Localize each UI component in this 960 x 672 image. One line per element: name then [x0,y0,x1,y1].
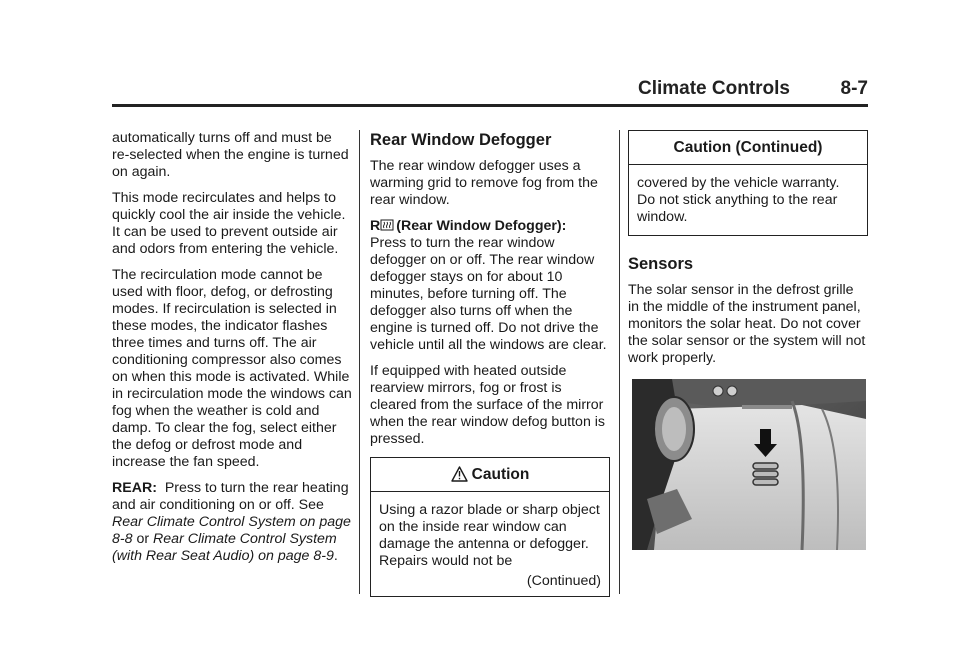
rear-defog-icon [380,218,394,232]
rear-text: Press to turn the rear heating and air conditioning on or off. See [112,480,349,513]
caution-title: Caution [471,466,530,483]
paragraph-rear [112,480,352,565]
paragraph-defogger-button [370,218,610,235]
caution-continued-text: covered by the vehicle warranty. Do not stick anything to the rear window. [637,175,840,225]
paragraph-heated-mirrors: If equipped with heated outside rearview mirrors, fog or frost is cleared from the surface of the mirror when the rear window defog button is pressed. [370,363,606,447]
rear-or: or [136,531,150,547]
caution-continued-body [629,165,867,235]
rear-end: . [333,548,338,564]
caution-header [371,458,609,492]
column-2 [370,130,610,597]
caution-text: Using a razor blade or sharp object on the inside rear window can damage the antenna or defogger. Repairs would not be [379,502,600,569]
section-title: Climate Controls [637,78,790,99]
caution-body [371,492,609,596]
page-header [112,78,868,100]
defog-label: (Rear Window Defogger): [396,218,567,234]
paragraph-solar-sensor: The solar sensor in the defrost grille in the middle of the instrument panel, monitors the solar heat. Do not cover the solar sensor or the system will not work properly. [628,282,866,366]
caution-continued-header: Caution (Continued) [629,131,867,165]
warning-triangle-icon [451,466,468,482]
link-rear-climate-audio[interactable]: Rear Climate Control System (with Rear Seat Audio) on page 8-9 [112,531,337,564]
column-divider-2 [619,130,620,594]
rear-label: REAR: [112,480,157,496]
paragraph-recirculation-limits: The recirculation mode cannot be used with floor, defog, or defrosting modes. If recirculation is selected in these modes, the indicator flashes three times and turns off. The air conditioning compressor also comes on when this mode is activated. While in recirculation mode the windows can fog when the weather is cold and damp. To clear the fog, select either the defog or defrost mode and increase the fan speed. [112,267,352,470]
link-rear-climate[interactable]: Rear Climate Control System on page 8-8 [112,514,351,547]
page-number: 8-7 [840,78,868,99]
caution-box [370,457,610,597]
paragraph-auto-off: automatically turns off and must be re-selected when the engine is turned on again. [112,130,349,180]
header-rule [112,104,868,107]
paragraph-defogger-text: Press to turn the rear window defogger on or off. The rear window defogger stays on for about 10 minutes, before turning off. The defogger also turns off when the engine is turned off. Do not drive the vehicle until all the windows are clear. [370,235,607,353]
paragraph-recirculation: This mode recirculates and helps to quickly cool the air inside the vehicle. It can be used to prevent outside air and odors from entering the vehicle. [112,190,346,257]
heading-rear-window-defogger: Rear Window Defogger [370,131,552,149]
solar-sensor-photo [632,379,866,550]
column-divider-1 [359,130,360,594]
defog-label-prefix: R [370,218,381,234]
column-1 [112,130,352,574]
solar-sensor-grille [753,463,778,485]
continued-label: (Continued) [526,573,601,589]
heading-sensors: Sensors [628,255,694,273]
column-3 [628,130,868,376]
paragraph-defogger-intro: The rear window defogger uses a warming grid to remove fog from the rear window. [370,158,598,208]
caution-continued-box [628,130,868,236]
